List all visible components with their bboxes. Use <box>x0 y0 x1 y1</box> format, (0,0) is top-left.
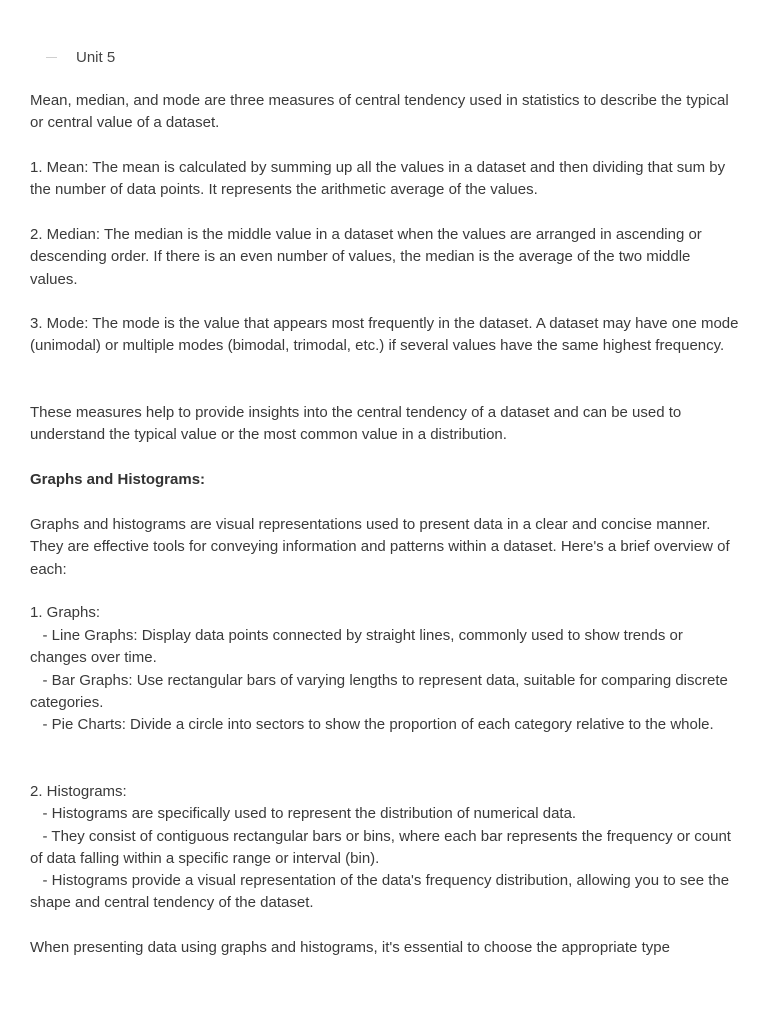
closing-paragraph: When presenting data using graphs and histograms, it's essential to choose the appropriate type <box>30 939 670 956</box>
histogram-point-1: - Histograms are specifically used to represent the distribution of numerical data. <box>30 805 577 822</box>
graphs-histograms-heading: Graphs and Histograms: <box>30 471 206 488</box>
histograms-list-title: 2. Histograms: <box>30 783 127 800</box>
histogram-point-2: - They consist of contiguous rectangular bars or bins, where each bar represents the frequency or count of data falling within a specific range or interval (bin). <box>30 828 736 868</box>
pie-charts-item: - Pie Charts: Divide a circle into sectors to show the proportion of each category relative to the whole. <box>30 716 714 733</box>
intro-paragraph: Mean, median, and mode are three measures of central tendency used in statistics to describe the typical or central value of a dataset. <box>30 92 733 132</box>
line-graphs-item: - Line Graphs: Display data points connected by straight lines, commonly used to show trends or changes over time. <box>30 627 688 667</box>
collapse-dash-icon[interactable] <box>46 57 57 58</box>
unit-header <box>46 46 115 68</box>
graphs-intro-paragraph: Graphs and histograms are visual representations used to present data in a clear and concise manner. They are effective tools for conveying information and patterns within a dataset. Here's a brief overview of each: <box>30 516 734 578</box>
median-paragraph: 2. Median: The median is the middle value in a dataset when the values are arranged in ascending or descending order. If there is an even number of values, the median is the average of the two middle values. <box>30 226 706 288</box>
unit-title: Unit 5 <box>76 48 116 66</box>
bar-graphs-item: - Bar Graphs: Use rectangular bars of varying lengths to represent data, suitable for comparing discrete categories. <box>30 672 733 712</box>
measures-summary-paragraph: These measures help to provide insights into the central tendency of a dataset and can be used to understand the typical value or the most common value in a distribution. <box>30 404 686 444</box>
mean-paragraph: 1. Mean: The mean is calculated by summing up all the values in a dataset and then dividing that sum by the number of data points. It represents the arithmetic average of the values. <box>30 159 730 199</box>
mode-paragraph: 3. Mode: The mode is the value that appears most frequently in the dataset. A dataset may have one mode (unimodal) or multiple modes (bimodal, trimodal, etc.) if several values have the same highest frequency. <box>30 315 743 355</box>
graphs-list-title: 1. Graphs: <box>30 604 101 621</box>
histogram-point-3: - Histograms provide a visual representation of the data's frequency distribution, allowing you to see the shape and central tendency of the dataset. <box>30 872 734 912</box>
